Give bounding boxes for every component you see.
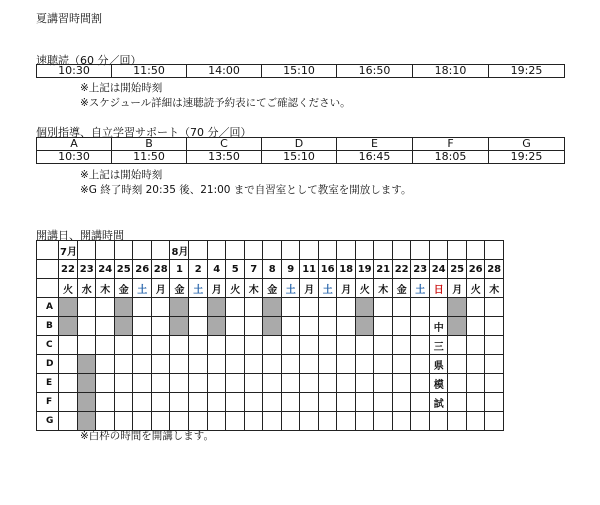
schedule-cell <box>77 298 96 317</box>
schedule-cell <box>263 393 282 412</box>
date-cell: 2 <box>189 260 208 279</box>
date-cell: 23 <box>411 260 430 279</box>
schedule-cell <box>300 336 319 355</box>
month-cell <box>411 241 430 260</box>
sokuchou-time-5: 16:50 <box>337 65 413 78</box>
page-title: 夏講習時間割 <box>36 12 102 25</box>
schedule-cell <box>318 298 337 317</box>
row-label: B <box>37 317 59 336</box>
month-label: 8月 <box>170 241 189 260</box>
weekday-cell: 水 <box>77 279 96 298</box>
schedule-cell <box>170 355 189 374</box>
schedule-cell <box>300 412 319 431</box>
schedule-cell <box>244 355 263 374</box>
schedule-cell <box>466 393 485 412</box>
weekday-cell: 月 <box>300 279 319 298</box>
schedule-cell <box>96 298 115 317</box>
month-cell <box>466 241 485 260</box>
row-label: A <box>37 298 59 317</box>
weekday-cell: 火 <box>226 279 245 298</box>
sokuchou-time-1: 10:30 <box>37 65 112 78</box>
kobetsu-time-c: 13:50 <box>187 151 262 164</box>
schedule-cell <box>96 374 115 393</box>
month-cell <box>355 241 374 260</box>
month-label: 7月 <box>59 241 78 260</box>
schedule-cell <box>355 317 374 336</box>
schedule-cell <box>263 298 282 317</box>
kobetsu-time-a: 10:30 <box>37 151 112 164</box>
schedule-cell <box>300 374 319 393</box>
event-cell: 中 <box>429 317 448 336</box>
schedule-cell <box>207 355 226 374</box>
sokuchou-time-3: 14:00 <box>187 65 262 78</box>
schedule-cell <box>151 336 170 355</box>
date-cell: 1 <box>170 260 189 279</box>
schedule-cell <box>281 393 300 412</box>
schedule-cell <box>114 336 133 355</box>
schedule-cell <box>411 355 430 374</box>
schedule-cell <box>448 298 467 317</box>
schedule-cell <box>281 317 300 336</box>
date-cell: 26 <box>466 260 485 279</box>
schedule-cell <box>337 355 356 374</box>
weekday-cell: 月 <box>448 279 467 298</box>
schedule-cell <box>226 412 245 431</box>
schedule-cell <box>374 298 393 317</box>
date-cell: 8 <box>263 260 282 279</box>
schedule-cell <box>189 374 208 393</box>
schedule-cell <box>392 374 411 393</box>
date-cell: 4 <box>207 260 226 279</box>
schedule-cell <box>207 317 226 336</box>
kobetsu-time-g: 19:25 <box>489 151 565 164</box>
schedule-cell <box>226 355 245 374</box>
sokuchou-table <box>36 64 565 78</box>
schedule-cell <box>59 374 78 393</box>
month-cell <box>448 241 467 260</box>
month-cell <box>337 241 356 260</box>
schedule-cell <box>300 393 319 412</box>
kobetsu-note-1: ※上記は開始時刻 <box>80 169 163 181</box>
schedule-cell <box>114 298 133 317</box>
row-label: E <box>37 374 59 393</box>
schedule-cell <box>281 298 300 317</box>
schedule-cell <box>374 355 393 374</box>
schedule-cell <box>374 336 393 355</box>
schedule-cell <box>77 393 96 412</box>
schedule-cell <box>466 317 485 336</box>
schedule-cell <box>170 393 189 412</box>
schedule-cell <box>392 355 411 374</box>
date-cell: 19 <box>355 260 374 279</box>
row-label: G <box>37 412 59 431</box>
schedule-cell <box>281 336 300 355</box>
date-cell: 22 <box>392 260 411 279</box>
schedule-cell <box>151 393 170 412</box>
schedule-cell <box>244 393 263 412</box>
schedule-cell <box>77 374 96 393</box>
date-cell: 18 <box>337 260 356 279</box>
schedule-cell <box>374 393 393 412</box>
sokuchou-note-2: ※スケジュール詳細は速聴読予約表にてご確認ください。 <box>80 97 351 109</box>
weekday-cell: 土 <box>281 279 300 298</box>
schedule-cell <box>318 374 337 393</box>
schedule-cell <box>170 336 189 355</box>
schedule-cell <box>318 336 337 355</box>
schedule-cell <box>355 412 374 431</box>
schedule-cell <box>337 298 356 317</box>
schedule-cell <box>485 336 504 355</box>
schedule-cell <box>133 317 152 336</box>
schedule-cell <box>355 393 374 412</box>
schedule-cell <box>96 393 115 412</box>
weekday-cell: 土 <box>411 279 430 298</box>
schedule-cell <box>59 393 78 412</box>
month-cell <box>318 241 337 260</box>
date-cell: 28 <box>485 260 504 279</box>
schedule-cell <box>448 374 467 393</box>
schedule-cell <box>337 393 356 412</box>
calendar-table <box>36 240 504 431</box>
weekday-cell: 木 <box>374 279 393 298</box>
schedule-cell <box>151 355 170 374</box>
schedule-cell <box>189 393 208 412</box>
schedule-cell <box>207 336 226 355</box>
schedule-cell <box>189 298 208 317</box>
date-cell: 24 <box>429 260 448 279</box>
weekday-cell: 木 <box>244 279 263 298</box>
weekday-cell: 火 <box>59 279 78 298</box>
schedule-cell <box>337 317 356 336</box>
schedule-cell <box>59 336 78 355</box>
schedule-cell <box>133 374 152 393</box>
schedule-cell <box>114 393 133 412</box>
schedule-cell <box>170 374 189 393</box>
schedule-cell <box>133 298 152 317</box>
schedule-cell <box>244 412 263 431</box>
schedule-cell <box>318 355 337 374</box>
month-cell <box>151 241 170 260</box>
month-cell <box>374 241 393 260</box>
schedule-cell <box>466 374 485 393</box>
weekday-cell: 火 <box>466 279 485 298</box>
date-cell: 23 <box>77 260 96 279</box>
schedule-cell <box>133 336 152 355</box>
schedule-cell <box>485 355 504 374</box>
kobetsu-table <box>36 137 565 164</box>
kobetsu-slot-d: D <box>262 138 337 151</box>
month-cell <box>133 241 152 260</box>
weekday-cell: 金 <box>170 279 189 298</box>
schedule-cell <box>448 412 467 431</box>
month-cell <box>77 241 96 260</box>
schedule-cell <box>318 412 337 431</box>
schedule-cell <box>485 412 504 431</box>
schedule-cell <box>114 317 133 336</box>
month-cell <box>114 241 133 260</box>
schedule-cell <box>263 412 282 431</box>
event-cell: 模 <box>429 374 448 393</box>
schedule-cell <box>151 298 170 317</box>
schedule-cell <box>244 317 263 336</box>
kobetsu-slot-g: G <box>489 138 565 151</box>
event-cell: 県 <box>429 355 448 374</box>
schedule-cell <box>374 317 393 336</box>
weekday-cell: 木 <box>485 279 504 298</box>
schedule-cell <box>281 374 300 393</box>
schedule-cell <box>318 393 337 412</box>
schedule-cell <box>485 393 504 412</box>
weekday-cell: 木 <box>96 279 115 298</box>
schedule-cell <box>170 298 189 317</box>
event-cell: 三 <box>429 336 448 355</box>
schedule-cell <box>485 298 504 317</box>
sokuchou-note-1: ※上記は開始時刻 <box>80 82 163 94</box>
month-cell <box>96 241 115 260</box>
schedule-cell <box>318 317 337 336</box>
date-cell: 11 <box>300 260 319 279</box>
schedule-cell <box>207 298 226 317</box>
schedule-cell <box>429 298 448 317</box>
schedule-cell <box>226 298 245 317</box>
schedule-cell <box>77 317 96 336</box>
month-cell <box>485 241 504 260</box>
row-label: F <box>37 393 59 412</box>
kobetsu-time-d: 15:10 <box>262 151 337 164</box>
corner-cell <box>37 260 59 279</box>
schedule-cell <box>207 393 226 412</box>
schedule-cell <box>300 317 319 336</box>
schedule-cell <box>337 412 356 431</box>
date-cell: 16 <box>318 260 337 279</box>
schedule-cell <box>133 393 152 412</box>
schedule-cell <box>411 393 430 412</box>
date-cell: 26 <box>133 260 152 279</box>
schedule-cell <box>355 355 374 374</box>
schedule-cell <box>189 355 208 374</box>
schedule-cell <box>392 317 411 336</box>
schedule-cell <box>59 298 78 317</box>
weekday-cell: 土 <box>318 279 337 298</box>
weekday-cell: 月 <box>337 279 356 298</box>
event-cell: 試 <box>429 393 448 412</box>
schedule-cell <box>96 317 115 336</box>
date-cell: 28 <box>151 260 170 279</box>
schedule-cell <box>466 336 485 355</box>
month-cell <box>244 241 263 260</box>
month-cell <box>392 241 411 260</box>
schedule-cell <box>207 374 226 393</box>
schedule-cell <box>96 355 115 374</box>
weekday-cell: 月 <box>151 279 170 298</box>
schedule-cell <box>355 336 374 355</box>
sokuchou-time-6: 18:10 <box>413 65 489 78</box>
schedule-cell <box>411 374 430 393</box>
weekday-cell: 金 <box>263 279 282 298</box>
calendar-label: 開講日、開講時間 <box>36 229 124 242</box>
schedule-cell <box>263 374 282 393</box>
sokuchou-time-2: 11:50 <box>112 65 187 78</box>
weekday-cell: 日 <box>429 279 448 298</box>
schedule-cell <box>485 374 504 393</box>
schedule-cell <box>226 336 245 355</box>
schedule-cell <box>429 412 448 431</box>
kobetsu-note-2: ※G 終了時刻 20:35 後、21:00 まで自習室として教室を開放します。 <box>80 184 412 196</box>
schedule-cell <box>485 317 504 336</box>
schedule-cell <box>466 355 485 374</box>
schedule-cell <box>133 355 152 374</box>
schedule-cell <box>263 355 282 374</box>
schedule-cell <box>411 336 430 355</box>
weekday-cell: 火 <box>355 279 374 298</box>
schedule-cell <box>337 374 356 393</box>
weekday-cell: 金 <box>392 279 411 298</box>
schedule-cell <box>263 317 282 336</box>
month-cell <box>207 241 226 260</box>
row-label: D <box>37 355 59 374</box>
schedule-cell <box>151 317 170 336</box>
schedule-cell <box>392 298 411 317</box>
date-cell: 25 <box>448 260 467 279</box>
month-cell <box>300 241 319 260</box>
schedule-cell <box>448 336 467 355</box>
schedule-cell <box>96 336 115 355</box>
corner-cell <box>37 241 59 260</box>
schedule-cell <box>466 412 485 431</box>
schedule-cell <box>374 374 393 393</box>
kobetsu-slot-a: A <box>37 138 112 151</box>
month-cell <box>189 241 208 260</box>
schedule-cell <box>189 336 208 355</box>
schedule-cell <box>281 355 300 374</box>
schedule-cell <box>59 317 78 336</box>
schedule-cell <box>263 336 282 355</box>
schedule-cell <box>170 317 189 336</box>
month-cell <box>429 241 448 260</box>
schedule-cell <box>226 393 245 412</box>
date-cell: 9 <box>281 260 300 279</box>
schedule-cell <box>281 412 300 431</box>
kobetsu-slot-f: F <box>413 138 489 151</box>
schedule-cell <box>151 374 170 393</box>
schedule-cell <box>244 336 263 355</box>
calendar-note: ※白枠の時間を開講します。 <box>80 430 214 442</box>
kobetsu-slot-b: B <box>112 138 187 151</box>
schedule-cell <box>59 355 78 374</box>
kobetsu-slot-e: E <box>337 138 413 151</box>
kobetsu-time-b: 11:50 <box>112 151 187 164</box>
schedule-cell <box>337 336 356 355</box>
month-cell <box>226 241 245 260</box>
kobetsu-label: 個別指導、自立学習サポート（70 分／回） <box>36 126 252 139</box>
schedule-cell <box>392 393 411 412</box>
schedule-cell <box>244 374 263 393</box>
sokuchou-time-4: 15:10 <box>262 65 337 78</box>
date-cell: 7 <box>244 260 263 279</box>
kobetsu-time-e: 16:45 <box>337 151 413 164</box>
schedule-cell <box>448 317 467 336</box>
sokuchou-time-7: 19:25 <box>489 65 565 78</box>
date-cell: 24 <box>96 260 115 279</box>
date-cell: 5 <box>226 260 245 279</box>
kobetsu-slot-c: C <box>187 138 262 151</box>
weekday-cell: 金 <box>114 279 133 298</box>
date-cell: 25 <box>114 260 133 279</box>
sokuchou-label: 速聴読（60 分／回） <box>36 54 142 67</box>
schedule-cell <box>114 374 133 393</box>
corner-cell <box>37 279 59 298</box>
schedule-cell <box>114 355 133 374</box>
schedule-cell <box>77 355 96 374</box>
row-label: C <box>37 336 59 355</box>
weekday-cell: 土 <box>133 279 152 298</box>
schedule-cell <box>466 298 485 317</box>
schedule-cell <box>392 412 411 431</box>
schedule-cell <box>448 355 467 374</box>
month-cell <box>281 241 300 260</box>
schedule-cell <box>411 298 430 317</box>
weekday-cell: 土 <box>189 279 208 298</box>
schedule-cell <box>244 298 263 317</box>
kobetsu-time-f: 18:05 <box>413 151 489 164</box>
month-cell <box>263 241 282 260</box>
schedule-cell <box>355 298 374 317</box>
schedule-cell <box>374 412 393 431</box>
schedule-cell <box>300 355 319 374</box>
weekday-cell: 月 <box>207 279 226 298</box>
date-cell: 21 <box>374 260 393 279</box>
schedule-cell <box>59 412 78 431</box>
schedule-cell <box>77 336 96 355</box>
schedule-cell <box>355 374 374 393</box>
schedule-cell <box>392 336 411 355</box>
schedule-cell <box>300 298 319 317</box>
date-cell: 22 <box>59 260 78 279</box>
schedule-cell <box>448 393 467 412</box>
schedule-cell <box>189 317 208 336</box>
schedule-cell <box>411 412 430 431</box>
schedule-cell <box>226 374 245 393</box>
schedule-cell <box>411 317 430 336</box>
schedule-cell <box>226 317 245 336</box>
